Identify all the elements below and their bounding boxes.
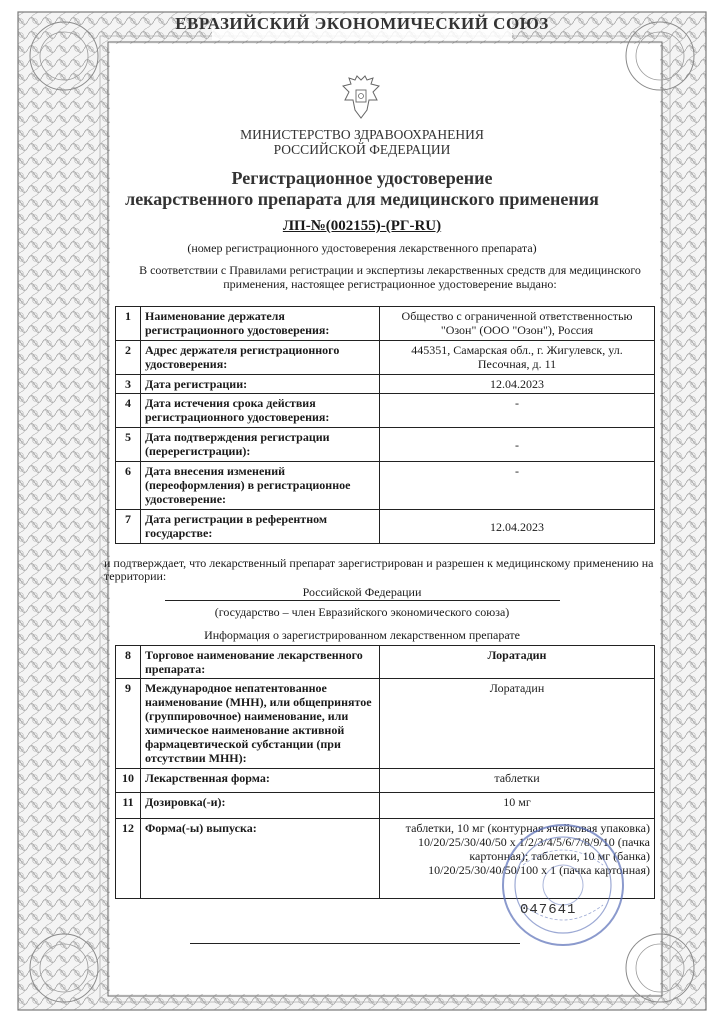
row-number: 11 <box>116 793 141 819</box>
row-value: 12.04.2023 <box>380 375 655 394</box>
bottom-divider <box>190 943 520 944</box>
row-label: Дата регистрации в референтном государстве: <box>141 510 380 544</box>
row-label: Дата истечения срока действия регистрационного удостоверения: <box>141 394 380 428</box>
russian-coat-of-arms-icon <box>339 74 383 122</box>
row-number: 2 <box>116 341 141 375</box>
table-row <box>116 394 655 428</box>
table-row <box>116 769 655 793</box>
table-row <box>116 428 655 462</box>
table-row <box>116 375 655 394</box>
row-value: таблетки <box>380 769 655 793</box>
row-label: Дозировка(-и): <box>141 793 380 819</box>
row-value: Лоратадин <box>380 679 655 769</box>
territory-note: (государство – член Евразийского экономического союза) <box>214 605 510 619</box>
row-number: 9 <box>116 679 141 769</box>
row-label: Дата внесения изменений (переоформления) в регистрационное удостоверение: <box>141 462 380 510</box>
row-label: Торговое наименование лекарственного препарата: <box>141 646 380 679</box>
row-number: 7 <box>116 510 141 544</box>
row-value: - <box>380 428 655 462</box>
row-value: - <box>380 394 655 428</box>
row-label: Лекарственная форма: <box>141 769 380 793</box>
serial-number: 047641 <box>520 902 577 918</box>
holder-info-table <box>115 306 655 544</box>
row-value: Общество с ограниченной ответственностью "Озон" (ООО "Озон"), Россия <box>380 307 655 341</box>
row-label: Адрес держателя регистрационного удостоверения: <box>141 341 380 375</box>
registration-number: ЛП-№(002155)-(РГ-RU) <box>282 218 442 234</box>
ministry-name <box>0 127 724 157</box>
row-value: 12.04.2023 <box>380 510 655 544</box>
table-row <box>116 462 655 510</box>
row-value: 10 мг <box>380 793 655 819</box>
row-label: Дата подтверждения регистрации (перерегистрации): <box>141 428 380 462</box>
ministry-line-1: МИНИСТЕРСТВО ЗДРАВООХРАНЕНИЯ <box>240 127 484 142</box>
table-row <box>116 307 655 341</box>
registration-number-note: (номер регистрационного удостоверения лекарственного препарата) <box>187 241 537 255</box>
row-number: 10 <box>116 769 141 793</box>
table-row <box>116 646 655 679</box>
row-label: Наименование держателя регистрационного удостоверения: <box>141 307 380 341</box>
table-row <box>116 679 655 769</box>
document-title <box>0 168 724 210</box>
territory: Российской Федерации <box>302 585 422 599</box>
row-label: Форма(-ы) выпуска: <box>141 819 380 899</box>
intro-text: В соответствии с Правилами регистрации и экспертизы лекарственных средств для медицинского применения, настоящее регистрационное удостоверение выдано: <box>139 263 641 291</box>
table-row <box>116 341 655 375</box>
row-value: Лоратадин <box>380 646 655 679</box>
document-title-line-2: лекарственного препарата для медицинского применения <box>125 189 599 209</box>
row-value: таблетки, 10 мг (контурная ячейковая упаковка) 10/20/25/30/40/50 х 1/2/3/4/5/6/7/8/9/10 (пачка картонная); таблетки, 10 мг (банка) 10/20/25/30/40/50/100 х 1 (пачка картонная) <box>380 819 655 899</box>
row-value: 445351, Самарская обл., г. Жигулевск, ул. Песочная, д. 11 <box>380 341 655 375</box>
ministry-line-2: РОССИЙСКОЙ ФЕДЕРАЦИИ <box>273 142 451 157</box>
table-row <box>116 793 655 819</box>
row-number: 12 <box>116 819 141 899</box>
territory-underline <box>165 600 560 601</box>
confirmation-text: и подтверждает, что лекарственный препарат зарегистрирован и разрешен к медицинскому применению на территории: <box>104 556 654 583</box>
row-number: 8 <box>116 646 141 679</box>
row-number: 3 <box>116 375 141 394</box>
row-label: Международное непатентованное наименование (МНН), или общепринятое (группировочное) наименование, или химическое наименование активной фармацевтической субстанции (при отсутствии МНН): <box>141 679 380 769</box>
row-number: 6 <box>116 462 141 510</box>
row-number: 5 <box>116 428 141 462</box>
official-stamp <box>498 820 628 950</box>
row-number: 1 <box>116 307 141 341</box>
row-label: Дата регистрации: <box>141 375 380 394</box>
document-title-line-1: Регистрационное удостоверение <box>231 168 493 188</box>
row-number: 4 <box>116 394 141 428</box>
row-value: - <box>380 462 655 510</box>
table-row <box>116 510 655 544</box>
union-title: ЕВРАЗИЙСКИЙ ЭКОНОМИЧЕСКИЙ СОЮЗ <box>175 14 549 33</box>
drug-info-title: Информация о зарегистрированном лекарственном препарате <box>204 628 520 642</box>
